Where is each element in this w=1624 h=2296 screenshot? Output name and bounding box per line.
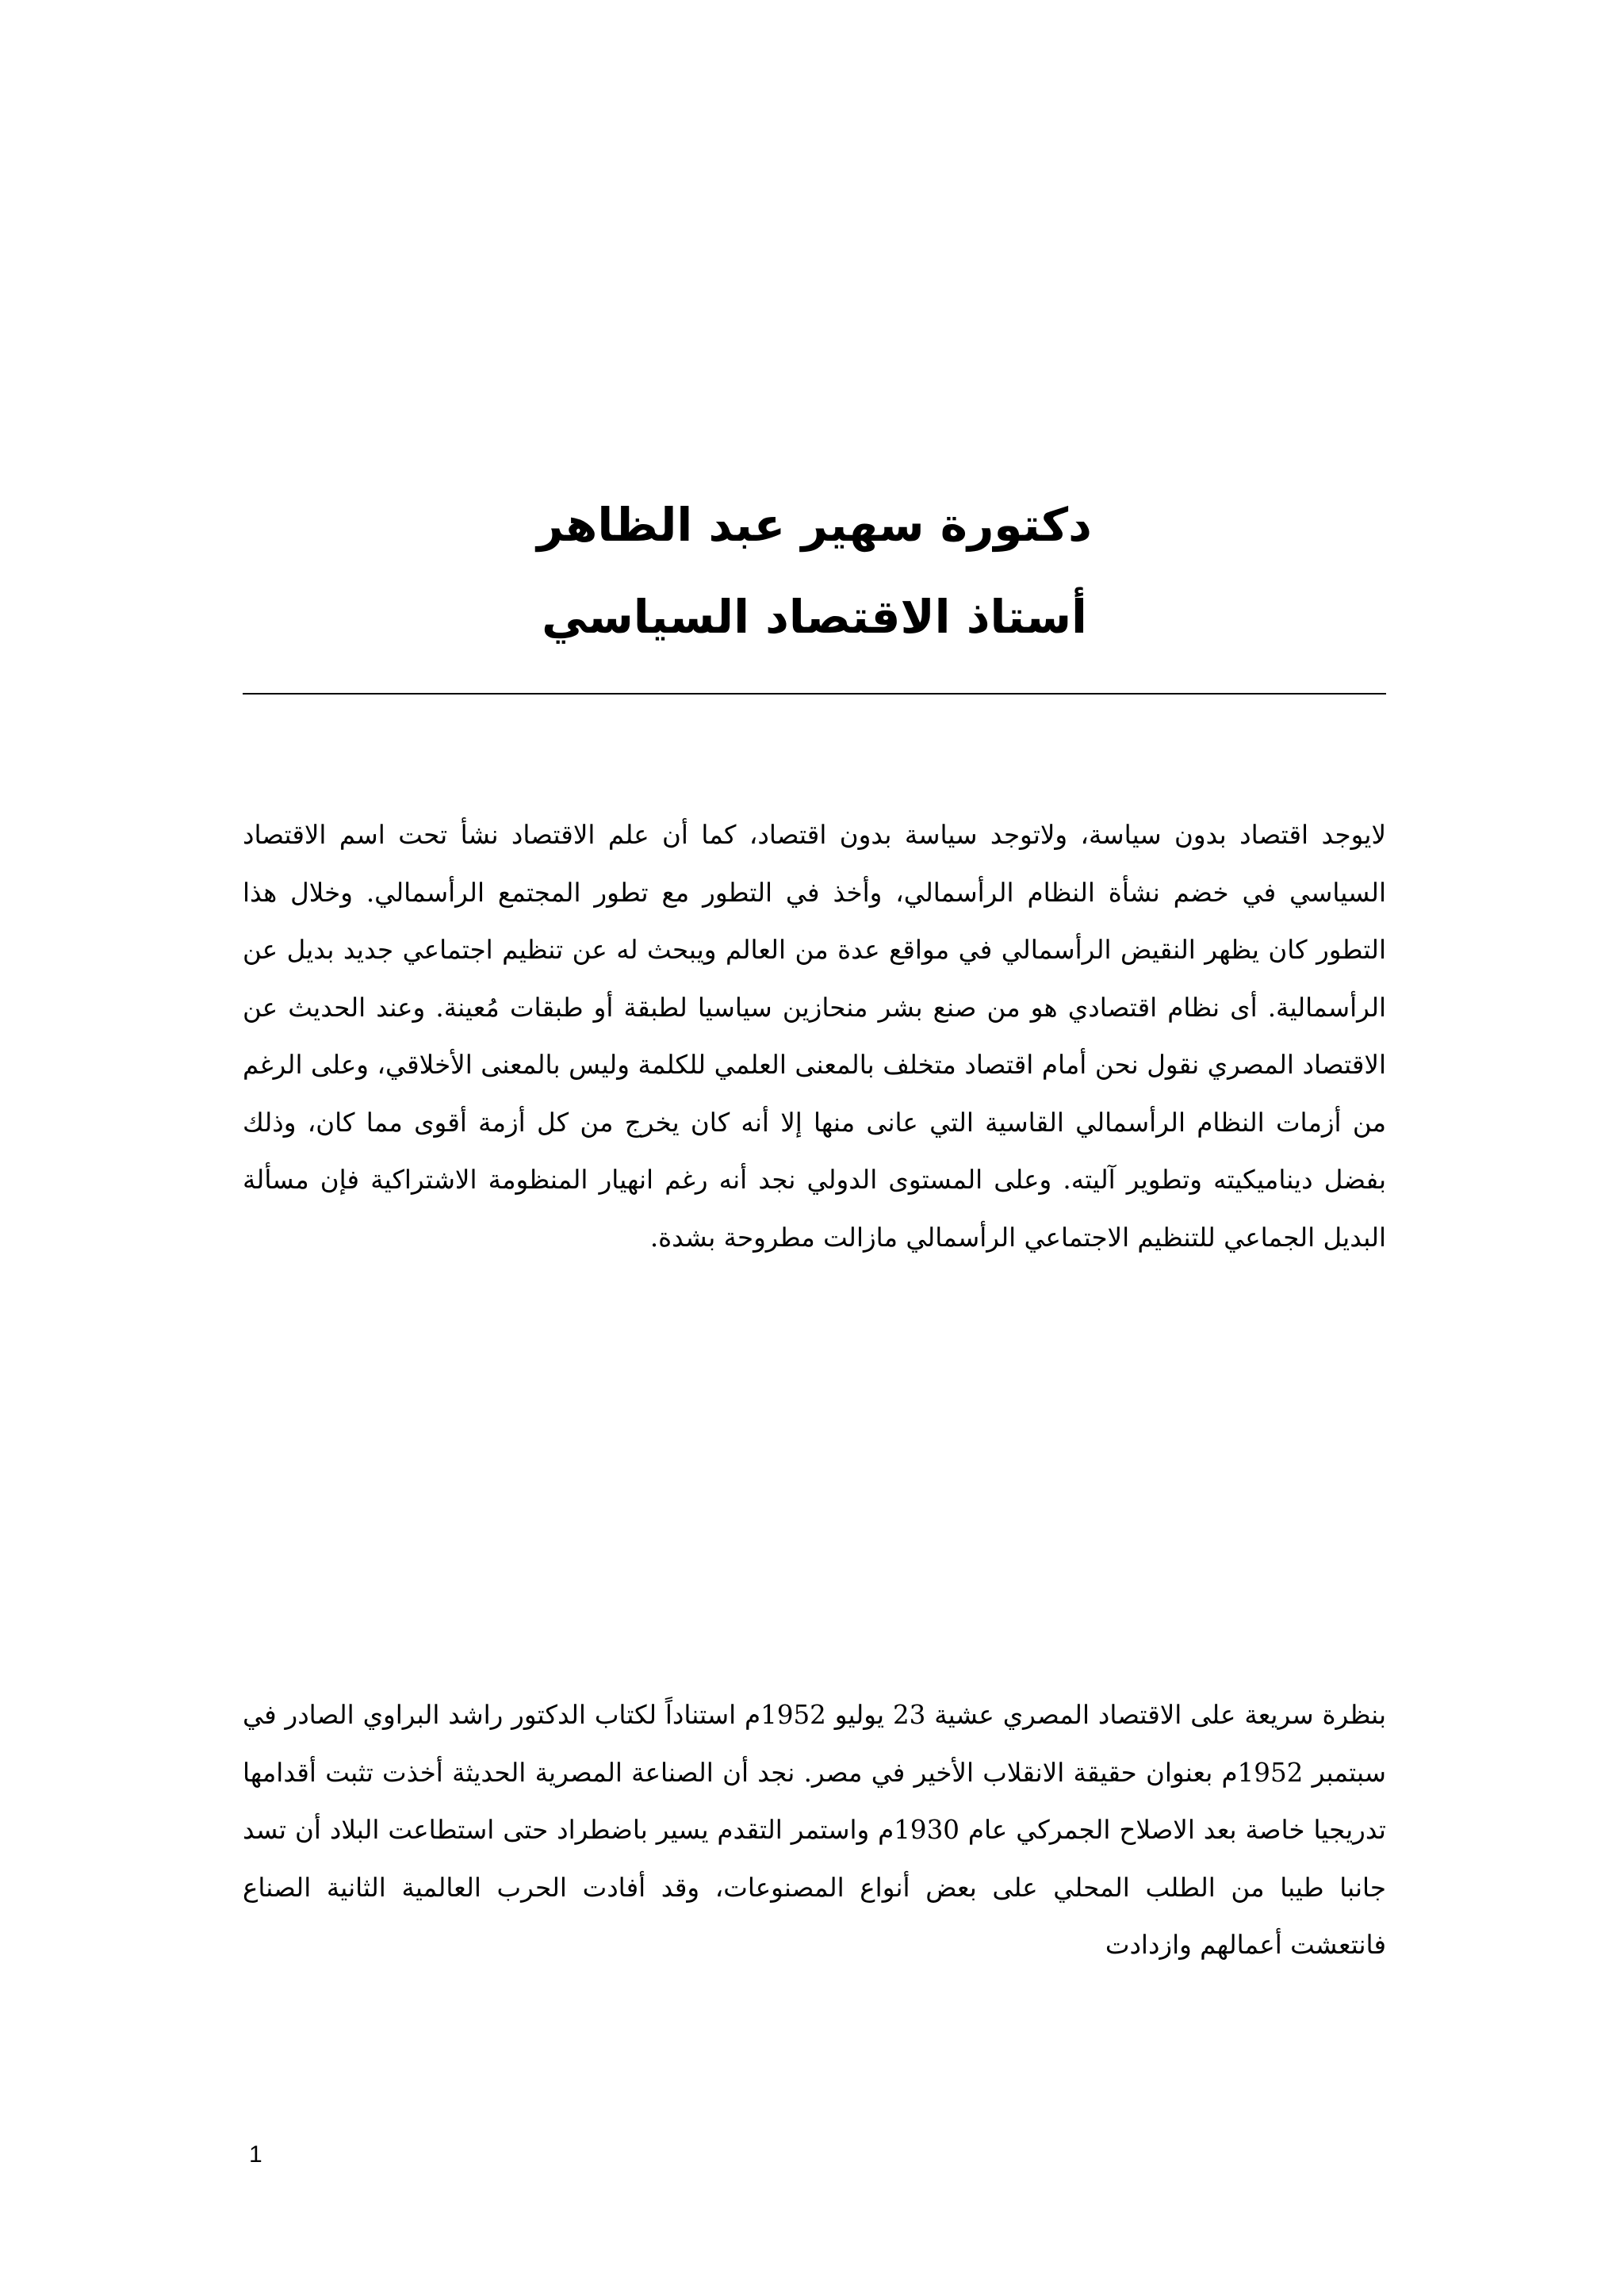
author-position: أستاذ الاقتصاد السياسي [542,590,1087,644]
paragraph-intro: لايوجد اقتصاد بدون سياسة، ولاتوجد سياسة بدون اقتصاد، كما أن علم الاقتصاد نشأ تحت اسم الاقتصاد السياسي في خضم نشأة النظام الرأسمالي، وأخذ في التطور مع تطور المجتمع الرأسمالي. وخلال هذا التطور كان يظهر النقيض الرأسمالي في مواقع عدة من العالم ويبحث له عن تنظيم اجتماعي جديد بديل عن الرأسمالية. أى نظام اقتصادي هو من صنع بشر منحازين سياسيا لطبقة أو طبقات مُعينة. وعند الحديث عن الاقتصاد المصري نقول نحن أمام اقتصاد متخلف بالمعنى العلمي للكلمة وليس بالمعنى الأخلاقي، وعلى الرغم من أزمات النظام الرأسمالي القاسية التي عانى منها إلا أنه كان يخرج من كل أزمة أقوى مما كان، وذلك بفضل ديناميكيته وتطوير آليته. وعلى المستوى الدولي نجد أنه رغم انهيار المنظومة الاشتراكية فإن مسألة البديل الجماعي للتنظيم الاجتماعي الرأسمالي مازالت مطروحة بشدة. [243,820,1386,1253]
author-name: دكتورة سهير عبد الظاهر [537,498,1092,552]
document-header [243,496,1386,646]
paragraph-history: بنظرة سريعة على الاقتصاد المصري عشية 23 يوليو 1952م استناداً لكتاب الدكتور راشد البراوي الصادر في سبتمبر 1952م بعنوان حقيقة الانقلاب الأخير في مصر. نجد أن الصناعة المصرية الحديثة أخذت تثبت أقدامها تدريجيا خاصة بعد الاصلاح الجمركي عام 1930م واستمر التقدم يسير باضطراد حتى استطاعت البلاد أن تسد جانبا طيبا من الطلب المحلي على بعض أنواع المصنوعات، وقد أفادت الحرب العالمية الثانية الصناع فانتعشت أعمالهم وازدادت [243,1700,1386,1960]
page-number: 1 [249,2141,262,2168]
header-divider [243,693,1386,695]
